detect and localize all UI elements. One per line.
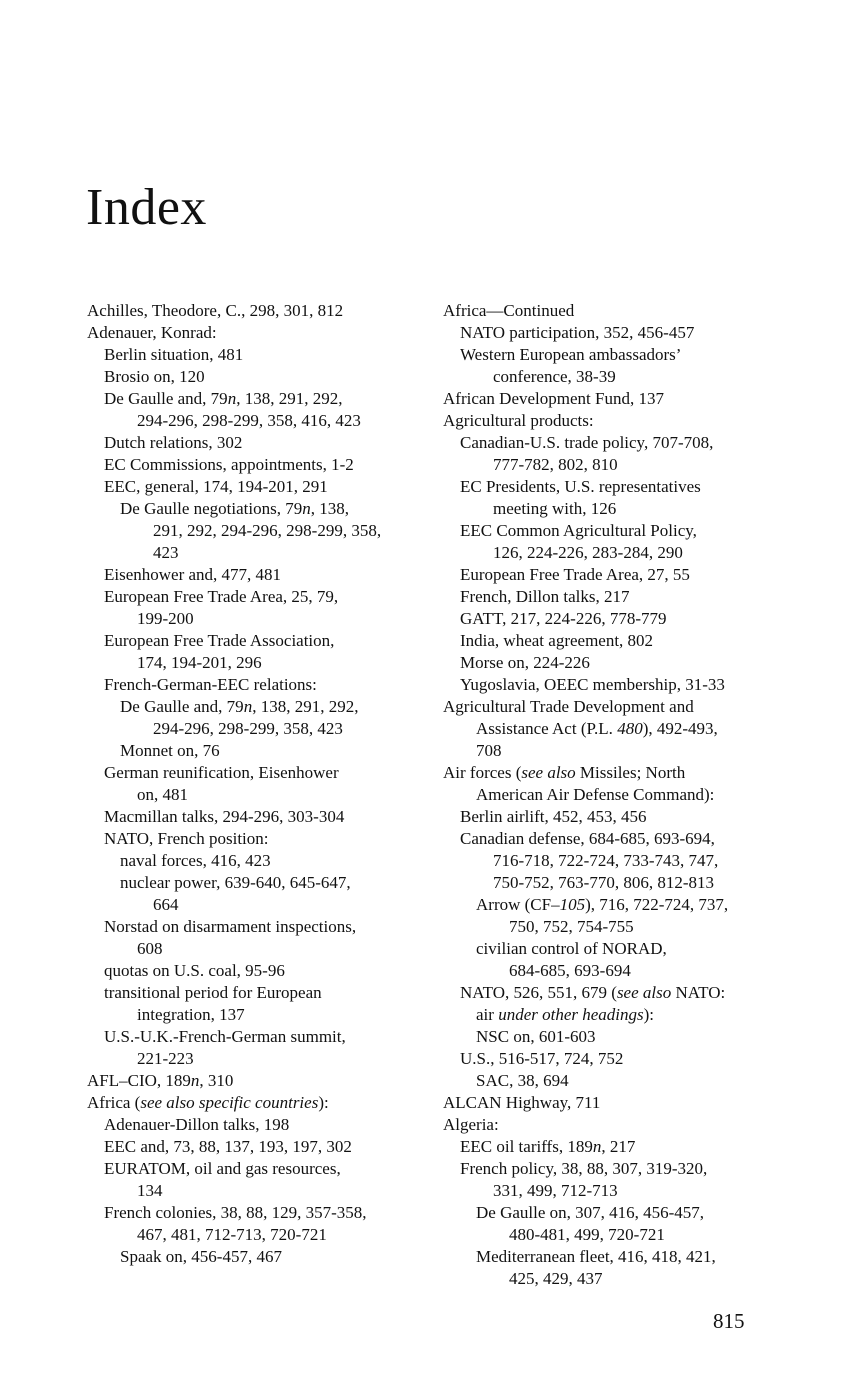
index-entry-line: Spaak on, 456-457, 467: [120, 1247, 282, 1266]
index-entry-line: 199-200: [137, 609, 194, 628]
index-entry-line: Mediterranean fleet, 416, 418, 421,: [476, 1247, 716, 1266]
index-entry-line: French policy, 38, 88, 307, 319-320,: [460, 1159, 708, 1178]
index-entry-line: Arrow (CF–105), 716, 722-724, 737,: [476, 895, 729, 914]
index-entry-line: Brosio on, 120: [104, 367, 205, 386]
index-entry-line: Berlin airlift, 452, 453, 456: [460, 807, 647, 826]
index-entry-line: German reunification, Eisenhower: [104, 763, 339, 782]
index-entry-line: EEC and, 73, 88, 137, 193, 197, 302: [104, 1137, 352, 1156]
index-entry-line: European Free Trade Association,: [104, 631, 335, 650]
index-entry-line: Africa—Continued: [443, 301, 575, 320]
index-entry-line: 294-296, 298-299, 358, 416, 423: [137, 411, 361, 430]
index-entry-line: Western European ambassadors’: [460, 345, 682, 364]
index-entry-line: India, wheat agreement, 802: [460, 631, 654, 650]
index-entry-line: NSC on, 601-603: [476, 1027, 596, 1046]
index-entry-line: NATO, French position:: [104, 829, 269, 848]
index-entry-line: Yugoslavia, OEEC membership, 31-33: [460, 675, 725, 694]
index-entry-line: NATO participation, 352, 456-457: [460, 323, 695, 342]
index-entry-line: U.S., 516-517, 724, 752: [460, 1049, 624, 1068]
index-entry-line: French, Dillon talks, 217: [460, 587, 630, 606]
index-entry-line: 608: [137, 939, 163, 958]
index-entry-line: 777-782, 802, 810: [493, 455, 618, 474]
page-title: Index: [86, 179, 207, 236]
index-column-left: [87, 300, 447, 1268]
index-entry-line: 425, 429, 437: [509, 1269, 603, 1288]
index-entry-line: De Gaulle negotiations, 79n, 138,: [120, 499, 349, 518]
index-entry-line: NATO, 526, 551, 679 (see also NATO:: [460, 983, 726, 1002]
index-entry-line: meeting with, 126: [493, 499, 617, 518]
index-entry-line: 664: [153, 895, 179, 914]
index-entry-line: U.S.-U.K.-French-German summit,: [104, 1027, 346, 1046]
index-entry-line: 750-752, 763-770, 806, 812-813: [493, 873, 714, 892]
index-entry-line: Berlin situation, 481: [104, 345, 244, 364]
index-entry-line: 708: [476, 741, 502, 760]
index-entry-line: Air forces (see also Missiles; North: [443, 763, 686, 782]
index-entry-line: 467, 481, 712-713, 720-721: [137, 1225, 327, 1244]
index-entry-line: quotas on U.S. coal, 95-96: [104, 961, 285, 980]
page-number: 815: [713, 1309, 745, 1333]
index-entry-line: Agricultural Trade Development and: [443, 697, 694, 716]
index-entry-line: EEC, general, 174, 194-201, 291: [104, 477, 328, 496]
index-entry-line: European Free Trade Area, 25, 79,: [104, 587, 339, 606]
index-entry-line: 684-685, 693-694: [509, 961, 631, 980]
index-entry-line: 423: [153, 543, 179, 562]
index-entry-line: EEC Common Agricultural Policy,: [460, 521, 697, 540]
index-entry-line: French colonies, 38, 88, 129, 357-358,: [104, 1203, 367, 1222]
index-entry-line: Canadian defense, 684-685, 693-694,: [460, 829, 715, 848]
index-entry-line: EC Commissions, appointments, 1-2: [104, 455, 354, 474]
index-entry-line: European Free Trade Area, 27, 55: [460, 565, 690, 584]
index-entry-line: EEC oil tariffs, 189n, 217: [460, 1137, 636, 1156]
index-entry-line: De Gaulle and, 79n, 138, 291, 292,: [120, 697, 359, 716]
index-entry-line: Eisenhower and, 477, 481: [104, 565, 282, 584]
index-entry-line: American Air Defense Command):: [476, 785, 715, 804]
index-entry-line: naval forces, 416, 423: [120, 851, 271, 870]
index-entry-line: civilian control of NORAD,: [476, 939, 667, 958]
index-entry-line: 750, 752, 754-755: [509, 917, 634, 936]
index-entry-line: De Gaulle and, 79n, 138, 291, 292,: [104, 389, 343, 408]
index-column-right: [443, 300, 763, 1290]
index-entry-line: ALCAN Highway, 711: [443, 1093, 601, 1112]
index-entry-line: Agricultural products:: [443, 411, 594, 430]
index-entry-line: Dutch relations, 302: [104, 433, 243, 452]
index-entry-line: 294-296, 298-299, 358, 423: [153, 719, 343, 738]
index-entry-line: 174, 194-201, 296: [137, 653, 262, 672]
index-entry-line: Canadian-U.S. trade policy, 707-708,: [460, 433, 714, 452]
index-entry-line: Norstad on disarmament inspections,: [104, 917, 357, 936]
index-entry-line: Adenauer, Konrad:: [87, 323, 217, 342]
index-entry-line: 126, 224-226, 283-284, 290: [493, 543, 683, 562]
index-entry-line: on, 481: [137, 785, 188, 804]
index-entry-line: Algeria:: [443, 1115, 499, 1134]
index-entry-line: Assistance Act (P.L. 480), 492-493,: [476, 719, 718, 738]
index-entry-line: 134: [137, 1181, 163, 1200]
index-entry-line: EC Presidents, U.S. representatives: [460, 477, 701, 496]
index-entry-line: 480-481, 499, 720-721: [509, 1225, 665, 1244]
index-entry-line: transitional period for European: [104, 983, 322, 1002]
index-entry-line: Macmillan talks, 294-296, 303-304: [104, 807, 345, 826]
index-entry-line: conference, 38-39: [493, 367, 616, 386]
index-entry-line: 331, 499, 712-713: [493, 1181, 618, 1200]
index-entry-line: French-German-EEC relations:: [104, 675, 317, 694]
index-entry-line: integration, 137: [137, 1005, 245, 1024]
index-entry-line: air under other headings):: [476, 1005, 655, 1024]
index-entry-line: 716-718, 722-724, 733-743, 747,: [493, 851, 719, 870]
index-entry-line: AFL–CIO, 189n, 310: [87, 1071, 234, 1090]
index-entry-line: Africa (see also specific countries):: [87, 1093, 329, 1112]
index-entry-line: 291, 292, 294-296, 298-299, 358,: [153, 521, 382, 540]
index-entry-line: GATT, 217, 224-226, 778-779: [460, 609, 667, 628]
index-entry-line: Achilles, Theodore, C., 298, 301, 812: [87, 301, 344, 320]
index-entry-line: Monnet on, 76: [120, 741, 220, 760]
index-entry-line: Morse on, 224-226: [460, 653, 590, 672]
index-entry-line: Adenauer-Dillon talks, 198: [104, 1115, 290, 1134]
index-entry-line: nuclear power, 639-640, 645-647,: [120, 873, 351, 892]
index-entry-line: 221-223: [137, 1049, 194, 1068]
index-entry-line: SAC, 38, 694: [476, 1071, 569, 1090]
index-entry-line: EURATOM, oil and gas resources,: [104, 1159, 341, 1178]
index-entry-line: De Gaulle on, 307, 416, 456-457,: [476, 1203, 705, 1222]
index-entry-line: African Development Fund, 137: [443, 389, 664, 408]
